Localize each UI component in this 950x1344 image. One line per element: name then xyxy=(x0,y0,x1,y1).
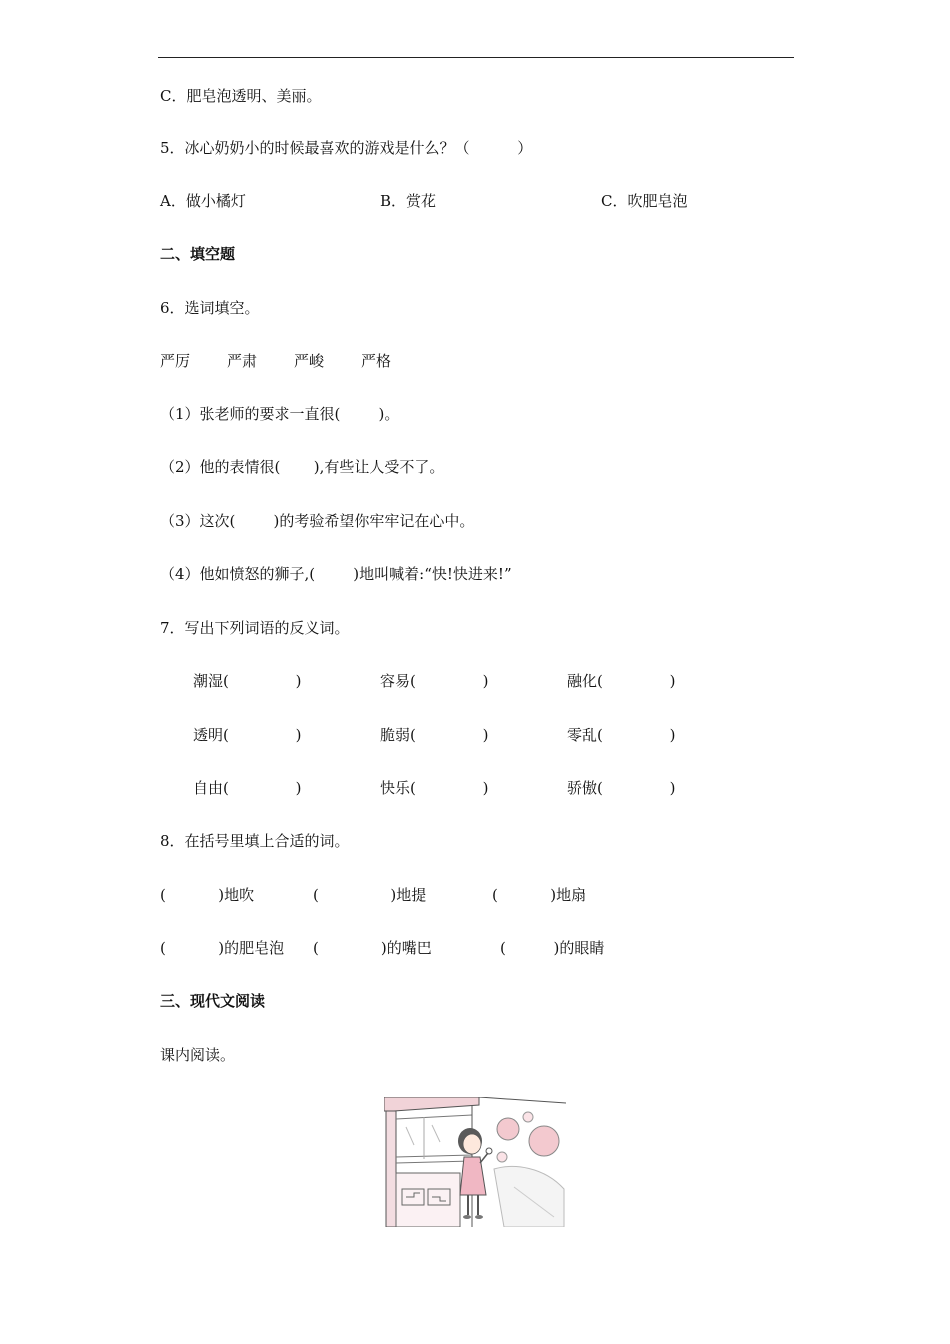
q6-word: 严峻 xyxy=(294,352,325,370)
q7-item: 容易( ) xyxy=(380,672,489,690)
q5-option-b: B．赏花 xyxy=(380,192,437,210)
q6-word: 严格 xyxy=(361,352,392,370)
q6-stem: 6．选词填空。 xyxy=(160,299,260,317)
q8-item: ( )地吹 xyxy=(160,886,255,904)
header-rule xyxy=(158,57,794,58)
q7-stem: 7．写出下列词语的反义词。 xyxy=(160,619,350,637)
q8-item: ( )的肥皂泡 xyxy=(160,939,285,957)
q7-item: 透明( ) xyxy=(193,726,302,744)
q7-item: 融化( ) xyxy=(567,672,676,690)
q7-item: 骄傲( ) xyxy=(567,779,676,797)
girl-blowing-bubbles-illustration xyxy=(384,1097,566,1227)
q7-item: 脆弱( ) xyxy=(380,726,489,744)
q8-item: ( )地扇 xyxy=(492,886,587,904)
section3-title: 三、现代文阅读 xyxy=(160,992,266,1010)
q8-item: ( )的眼睛 xyxy=(500,939,605,957)
q6-item-3: （3）这次( )的考验希望你牢牢记在心中。 xyxy=(160,512,475,530)
q6-word: 严肃 xyxy=(227,352,258,370)
q5-option-a: A．做小橘灯 xyxy=(160,192,246,210)
q8-item: ( )地提 xyxy=(313,886,427,904)
q4-option-c: C．肥皂泡透明、美丽。 xyxy=(160,87,322,105)
q7-item: 快乐( ) xyxy=(380,779,489,797)
q5-option-c: C．吹肥皂泡 xyxy=(601,192,688,210)
q6-item-2: （2）他的表情很( ),有些让人受不了。 xyxy=(160,458,445,476)
q5-stem: 5．冰心奶奶小的时候最喜欢的游戏是什么？（ ） xyxy=(160,139,533,157)
q6-item-1: （1）张老师的要求一直很( )。 xyxy=(160,405,400,423)
q7-item: 潮湿( ) xyxy=(193,672,302,690)
q7-item: 自由( ) xyxy=(193,779,302,797)
q6-item-4: （4）他如愤怒的狮子,( )地叫喊着:“快!快进来!” xyxy=(160,565,512,583)
q8-stem: 8．在括号里填上合适的词。 xyxy=(160,832,350,850)
q7-item: 零乱( ) xyxy=(567,726,676,744)
section2-title: 二、填空题 xyxy=(160,245,236,263)
q6-word: 严厉 xyxy=(160,352,191,370)
reading-intro: 课内阅读。 xyxy=(160,1046,236,1064)
q8-item: ( )的嘴巴 xyxy=(313,939,432,957)
